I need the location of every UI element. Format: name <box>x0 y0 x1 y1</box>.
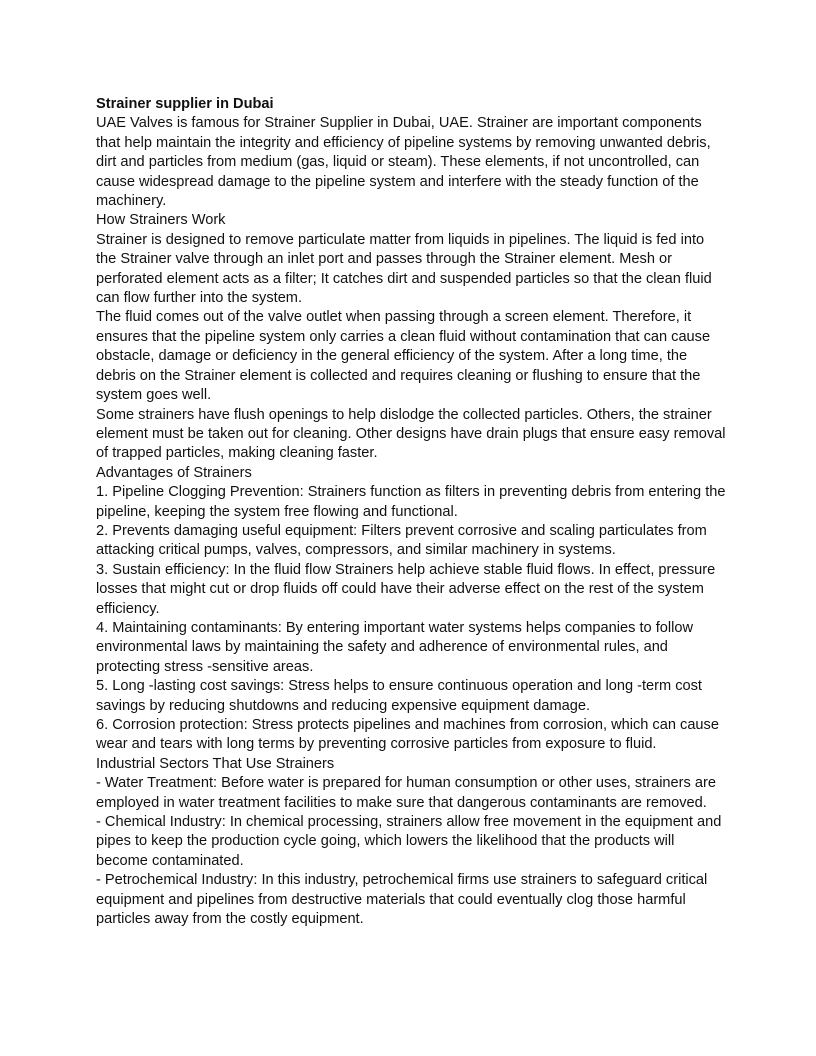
section-heading-advantages: Advantages of Strainers <box>96 464 252 481</box>
list-item-advantage-6: 6. Corrosion protection: Stress protects pipelines and machines from corrosion, which can cause wear and tears with long terms by preventing corrosive particles from exposure to fluid. <box>96 717 719 753</box>
list-item-sector-chemical: - Chemical Industry: In chemical processing, strainers allow free movement in the equipment and pipes to keep the production cycle going, which lowers the likelihood that the products will become contaminated. <box>96 814 722 869</box>
paragraph-how-strainers-work-3: Some strainers have flush openings to help dislodge the collected particles. Others, the strainer element must be taken out for cleaning. Other designs have drain plugs that ensure easy removal of trapped particles, making cleaning faster. <box>96 406 726 462</box>
list-item-advantage-4: 4. Maintaining contaminants: By entering important water systems helps companies to follow environmental laws by maintaining the safety and adherence of environmental rules, and protecting stress -sensitive areas. <box>96 619 694 675</box>
list-item-sector-petrochemical: - Petrochemical Industry: In this industry, petrochemical firms use strainers to safeguard critical equipment and pipelines from destructive materials that could eventually clog those harmful particles away from the costly equipment. <box>96 872 708 928</box>
list-item-advantage-5: 5. Long -lasting cost savings: Stress helps to ensure continuous operation and long -term cost savings by reducing shutdowns and reducing expensive equipment damage. <box>96 678 702 714</box>
paragraph-how-strainers-work-1: Strainer is designed to remove particulate matter from liquids in pipelines. The liquid is fed into the Strainer valve through an inlet port and passes through the Strainer element. Mesh or perforated element acts as a filter; It catches dirt and suspended particles so that the clean fluid can flow further into the system. <box>96 231 712 307</box>
section-heading-how-strainers-work: How Strainers Work <box>96 212 226 229</box>
list-item-sector-water-treatment: - Water Treatment: Before water is prepared for human consumption or other uses, strainers are employed in water treatment facilities to make sure that dangerous contaminants are removed. <box>96 775 716 811</box>
intro-paragraph: UAE Valves is famous for Strainer Supplier in Dubai, UAE. Strainer are important components that help maintain the integrity and efficiency of pipeline systems by removing unwanted debris, dirt and particles from medium (gas, liquid or steam). These elements, if not uncontrolled, can cause widespread damage to the pipeline system and interfere with the steady function of the machinery. <box>96 115 711 210</box>
list-item-advantage-3: 3. Sustain efficiency: In the fluid flow Strainers help achieve stable fluid flows. In effect, pressure losses that might cut or drop fluids off could have their adverse effect on the rest of the system efficiency. <box>96 561 716 617</box>
section-heading-industrial-sectors: Industrial Sectors That Use Strainers <box>96 755 335 772</box>
document-body <box>96 95 726 929</box>
list-item-advantage-2: 2. Prevents damaging useful equipment: Filters prevent corrosive and scaling particulates from attacking critical pumps, valves, compressors, and similar machinery in systems. <box>96 522 707 559</box>
list-item-advantage-1: 1. Pipeline Clogging Prevention: Strainers function as filters in preventing debris from entering the pipeline, keeping the system free flowing and functional. <box>96 484 726 520</box>
document-title: Strainer supplier in Dubai <box>96 96 274 112</box>
paragraph-how-strainers-work-2: The fluid comes out of the valve outlet when passing through a screen element. Therefore, it ensures that the pipeline system only carries a clean fluid without contamination that can cause obstacle, damage or deficiency in the general efficiency of the system. After a long time, the debris on the Strainer element is collected and requires cleaning or flushing to ensure that the system goes well. <box>96 309 711 404</box>
